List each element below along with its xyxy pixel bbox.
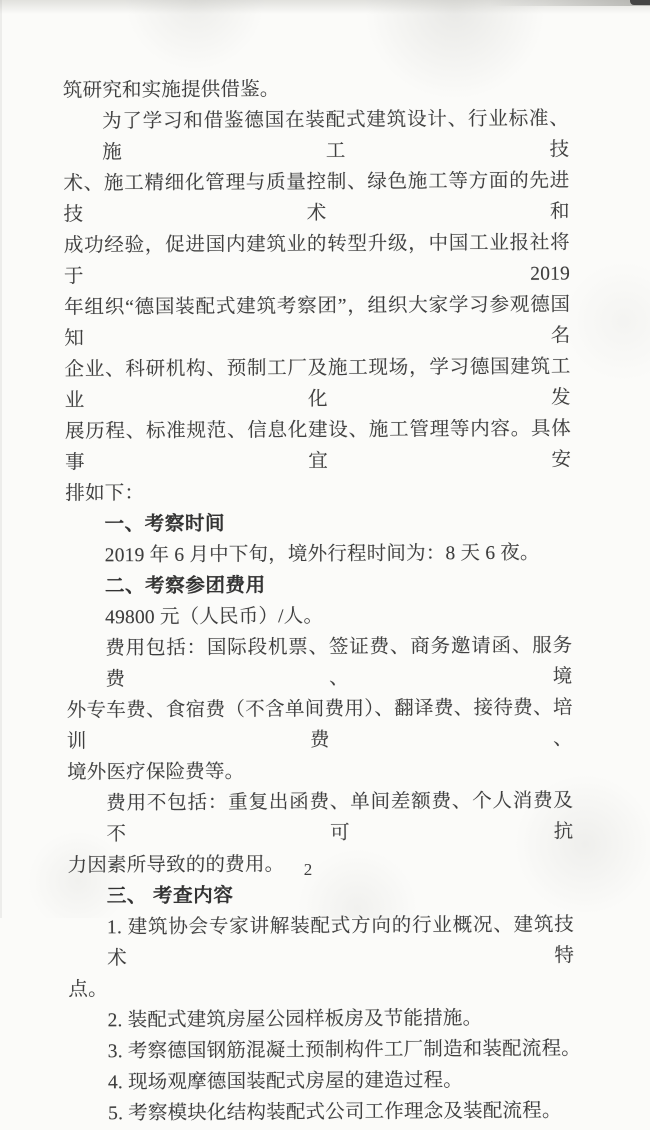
body-line: 费用不包括：重复出函费、单间差额费、个人消费及不可抗 [106,790,574,846]
page-number: 2 [303,860,313,879]
body-line: 企业、科研机构、预制工厂及施工现场，学习德国建筑工业化发 [64,356,571,412]
list-item-5: 5. 考察模块化结构装配式公司工作理念及装配流程。 [108,1100,562,1125]
list-item-1: 1. 建筑协会专家讲解装配式方向的行业概况、建筑技术特 [106,914,575,970]
list-item-4: 4. 现场观摩德国装配式房屋的建造过程。 [107,1070,464,1094]
body-line: 49800 元（人民币）/人。 [105,605,324,629]
list-item-2: 2. 装配式建筑房屋公园样板房及节能措施。 [107,1008,483,1032]
body-line: 展历程、标准规范、信息化建设、施工管理等内容。具体事宜安 [64,418,572,474]
scan-left-edge-line [0,0,2,918]
body-line: 为了学习和借鉴德国在装配式建筑设计、行业标准、施工技 [102,108,570,164]
body-line: 筑研究和实施提供借鉴。 [62,79,280,102]
body-line: 外专车费、食宿费（不含单间费用）、翻译费、接待费、培训费、 [66,697,573,753]
body-line: 力因素所导致的的费用。 [67,854,285,877]
scan-corner-mark [630,0,650,5]
heading-section-3-inspection-content: 三、 考查内容 [106,884,234,908]
scan-top-right-streak [490,0,650,6]
body-line: 2019 年 6 月中下旬，境外行程时间为：8 天 6 夜。 [104,542,540,567]
body-line: 排如下： [65,483,145,505]
body-line: 术、施工精细化管理与质量控制、绿色施工等方面的先进技术和 [63,170,570,226]
body-line: 境外医疗保险费等。 [66,761,245,784]
scan-top-edge-band [0,0,650,14]
body-line: 成功经验，促进国内建筑业的转型升级，中国工业报社将于 2019 [63,232,571,288]
heading-section-1-inspection-time: 一、考察时间 [104,512,226,536]
document-body [62,72,582,1129]
body-line: 年组织“德国装配式建筑考察团”，组织大家学习参观德国知名 [64,294,571,350]
heading-section-2-tour-fee: 二、考察参团费用 [104,574,266,598]
list-item-1-cont: 点。 [68,979,108,1001]
list-item-3: 3. 考察德国钢筋混凝土预制构件工厂制造和装配流程。 [107,1038,582,1063]
body-line: 费用包括：国际段机票、签证费、商务邀请函、服务费、境 [105,635,573,691]
